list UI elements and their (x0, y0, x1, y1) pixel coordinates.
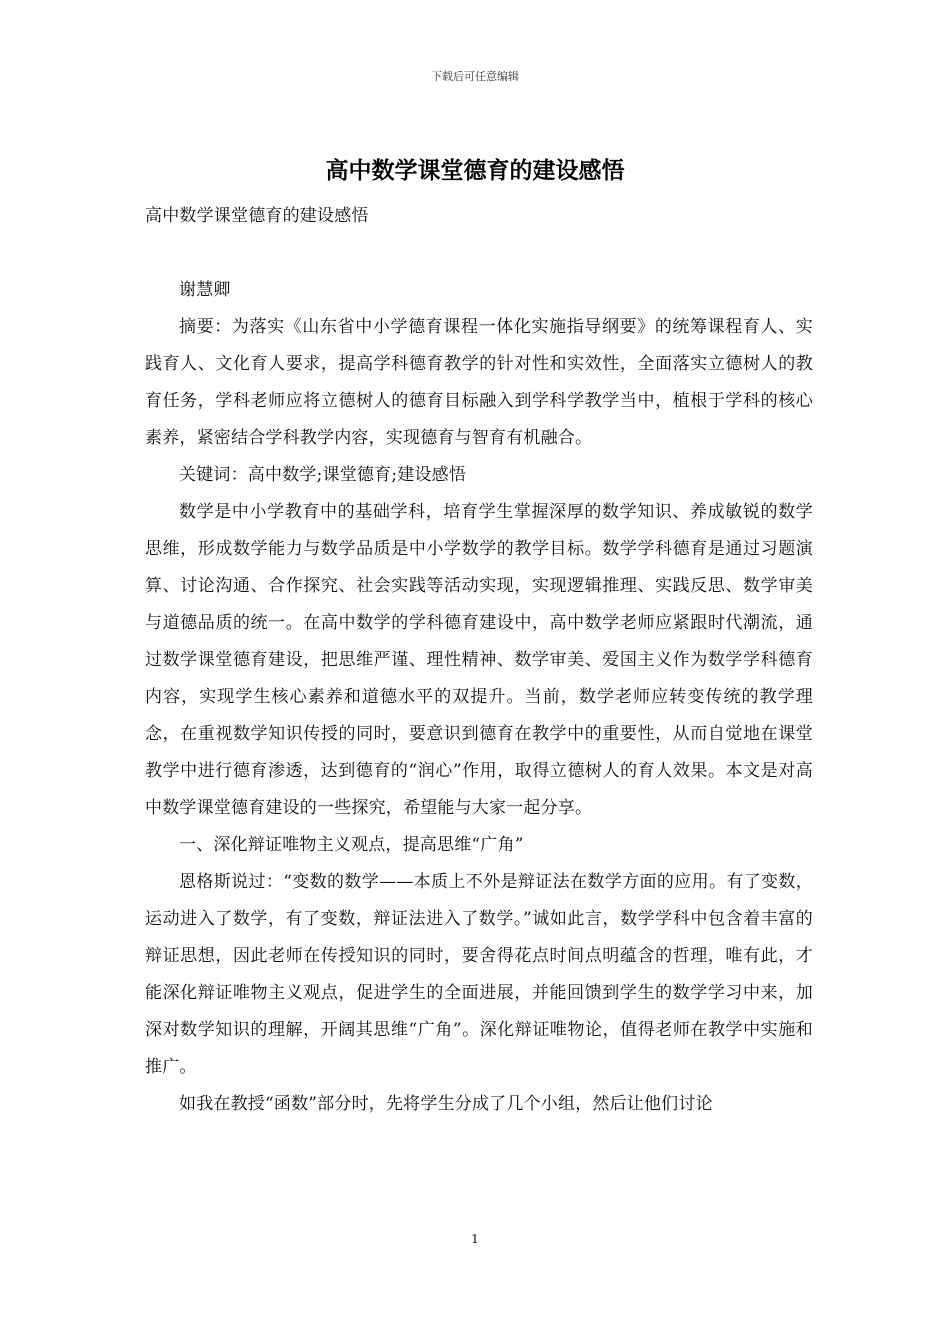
keywords-line: 关键词：高中数学;课堂德育;建设感悟 (179, 465, 467, 485)
abstract-paragraph: 摘要：为落实《山东省中小学德育课程一体化实施指导纲要》的统筹课程育人、实践育人、文化育人要求，提高学科德育教学的针对性和实效性，全面落实立德树人的教育任务，学科老师应将立德树人的德育目标融入到学科学教学当中，植根于学科的核心素养，紧密结合学科教学内容，实现德育与智育有机融合。 (145, 317, 813, 448)
author-line: 谢慧卿 (179, 280, 231, 300)
header-note: 下载后可任意编辑 (431, 70, 519, 83)
document-subtitle: 高中数学课堂德育的建设感悟 (145, 206, 369, 226)
body-paragraph-function: 如我在教授“函数”部分时，先将学生分成了几个小组，然后让他们讨论 (179, 1094, 713, 1114)
page-number: 1 (471, 1232, 479, 1246)
document-title: 高中数学课堂德育的建设感悟 (325, 158, 625, 184)
blank-line (145, 235, 813, 272)
section-heading-1: 一、深化辩证唯物主义观点，提高思维“广角” (179, 835, 524, 855)
body-paragraph-engels: 恩格斯说过：“变数的数学——本质上不外是辩证法在数学方面的应用。有了变数，运动进入了数学，有了变数，辩证法进入了数学。”诚如此言，数学学科中包含着丰富的辩证思想，因此老师在传授知识的同时，要舍得花点时间点明蕴含的哲理，唯有此，才能深化辩证唯物主义观点，促进学生的全面进展，并能回馈到学生的数学学习中来，加深对数学知识的理解，开阔其思维“广角”。深化辩证唯物论，值得老师在教学中实施和推广。 (145, 872, 813, 1077)
document-body (145, 198, 813, 1123)
body-paragraph-intro: 数学是中小学教育中的基础学科，培育学生掌握深厚的数学知识、养成敏锐的数学思维，形成数学能力与数学品质是中小学数学的教学目标。数学学科德育是通过习题演算、讨论沟通、合作探究、社会实践等活动实现，实现逻辑推理、实践反思、数学审美与道德品质的统一。在高中数学的学科德育建设中，高中数学老师应紧跟时代潮流，通过数学课堂德育建设，把思维严谨、理性精神、数学审美、爱国主义作为数学学科德育内容，实现学生核心素养和道德水平的双提升。当前，数学老师应转变传统的教学理念，在重视数学知识传授的同时，要意识到德育在教学中的重要性，从而自觉地在课堂教学中进行德育渗透，达到德育的“润心”作用，取得立德树人的育人效果。本文是对高中数学课堂德育建设的一些探究，希望能与大家一起分享。 (145, 502, 813, 818)
